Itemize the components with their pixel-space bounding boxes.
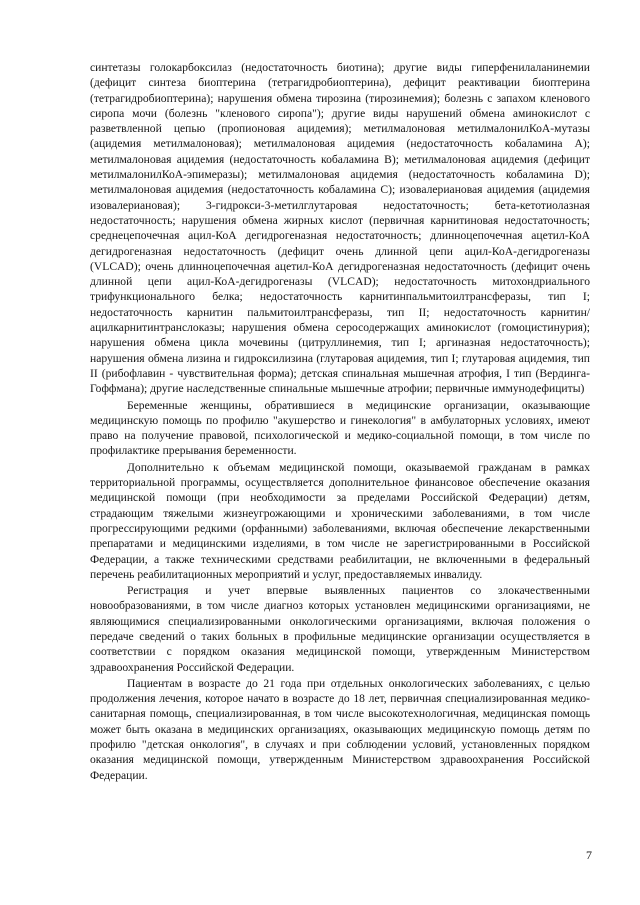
paragraph-rare-diseases-list: синтетазы голокарбоксилаз (недостаточность биотина); другие виды гиперфенилаланинемии (дефицит синтеза биоптерина (тетрагидробиоптерина), дефицит реактивации биоптерина (тетрагидробиоптерина); нарушения обмена тирозина (тирозинемия); болезнь с запахом кленового сиропа мочи (болезнь "кленового сиропа"); другие виды нарушений обмена аминокислот с разветвленной цепью (пропионовая ацидемия); метилмалоновая метилмалонилКоА-мутазы (ацидемия метилмалоновая); метилмалоновая ацидемия (недостаточность кобаламина А); метилмалоновая ацидемия (недостаточность кобаламина В); метилмалоновая ацидемия (дефицит метилмалонилКоА-эпимеразы); метилмалоновая ацидемия (недостаточность кобаламина D); метилмалоновая ацидемия (недостаточность кобаламина С); изовалериановая ацидемия (ацидемия изовалериановая); 3-гидрокси-3-метилглутаровая недостаточность; бета-кетотиолазная недостаточность; нарушения обмена жирных кислот (первичная карнитиновая недостаточность; среднецепочечная ацил-КоА дегидрогеназная недостаточность; длинноцепочечная ацетил-КоА дегидрогеназная недостаточность (дефицит очень длинной цепи ацил-КоА-дегидрогеназы (VLCAD); очень длинноцепочечная ацетил-КоА дегидрогеназная недостаточность (дефицит очень длинной цепи ацил-КоА-дегидрогеназы (VLCAD); недостаточность митохондриального трифункционального белка; недостаточность карнитинпальмитоилтрансферазы, тип I; недостаточность карнитин пальмитоилтрансферазы, тип II; недостаточность карнитин/ацилкарнитинтранслоказы; нарушения обмена серосодержащих аминокислот (гомоцистинурия); нарушения обмена цикла мочевины (цитруллинемия, тип I; аргиназная недостаточность); нарушения обмена лизина и гидроксилизина (глутаровая ацидемия, тип I; глутаровая ацидемия, тип II (рибофлавин - чувствительная форма); детская спинальная мышечная атрофия, I тип (Вердинга-Гоффмана); другие наследственные спинальные мышечные атрофии; первичные иммунодефициты) (90, 61, 590, 396)
page-number: 7 (586, 848, 592, 862)
document-body (90, 60, 590, 783)
paragraph-oncology-registration: Регистрация и учет впервые выявленных пациентов со злокачественными новообразованиями, в том числе диагноз которых установлен медицинскими организациями, не являющимися специализированными онкологическими организациями, включая положения о передаче сведений о таких больных в профильные медицинские организации осуществляется в соответствии с порядком оказания медицинской помощи, утвержденным Министерством здравоохранения Российской Федерации. (90, 584, 590, 674)
paragraph-additional-funding: Дополнительно к объемам медицинской помощи, оказываемой гражданам в рамках территориальной программы, осуществляется дополнительное финансовое обеспечение оказания медицинской помощи (при необходимости за пределами Российской Федерации) детям, страдающим тяжелыми жизнеугрожающими и хроническими заболеваниями, в том числе прогрессирующими редкими (орфанными) заболеваниями, включая обеспечение лекарственными препаратами и медицинскими изделиями, в том числе не зарегистрированными в Российской Федерации, а также техническими средствами реабилитации, не включенными в федеральный перечень реабилитационных мероприятий и услуг, предоставляемых инвалиду. (90, 460, 590, 581)
paragraph-patients-under-21: Пациентам в возрасте до 21 года при отдельных онкологических заболеваниях, с целью продолжения лечения, которое начато в возрасте до 18 лет, первичная специализированная медико-санитарная помощь, специализированная, в том числе высокотехнологичная, медицинская помощь может быть оказана в медицинских организациях, оказывающих медицинскую помощь детям по профилю "детская онкология", в случаях и при соблюдении условий, установленных порядком оказания медицинской помощи, утвержденным Министерством здравоохранения Российской Федерации. (90, 676, 590, 782)
paragraph-pregnant-women: Беременные женщины, обратившиеся в медицинские организации, оказывающие медицинскую помощь по профилю "акушерство и гинекология" в амбулаторных условиях, имеют право на получение правовой, психологической и медико-социальной помощи, в том числе по профилактике прерывания беременности. (90, 398, 590, 458)
